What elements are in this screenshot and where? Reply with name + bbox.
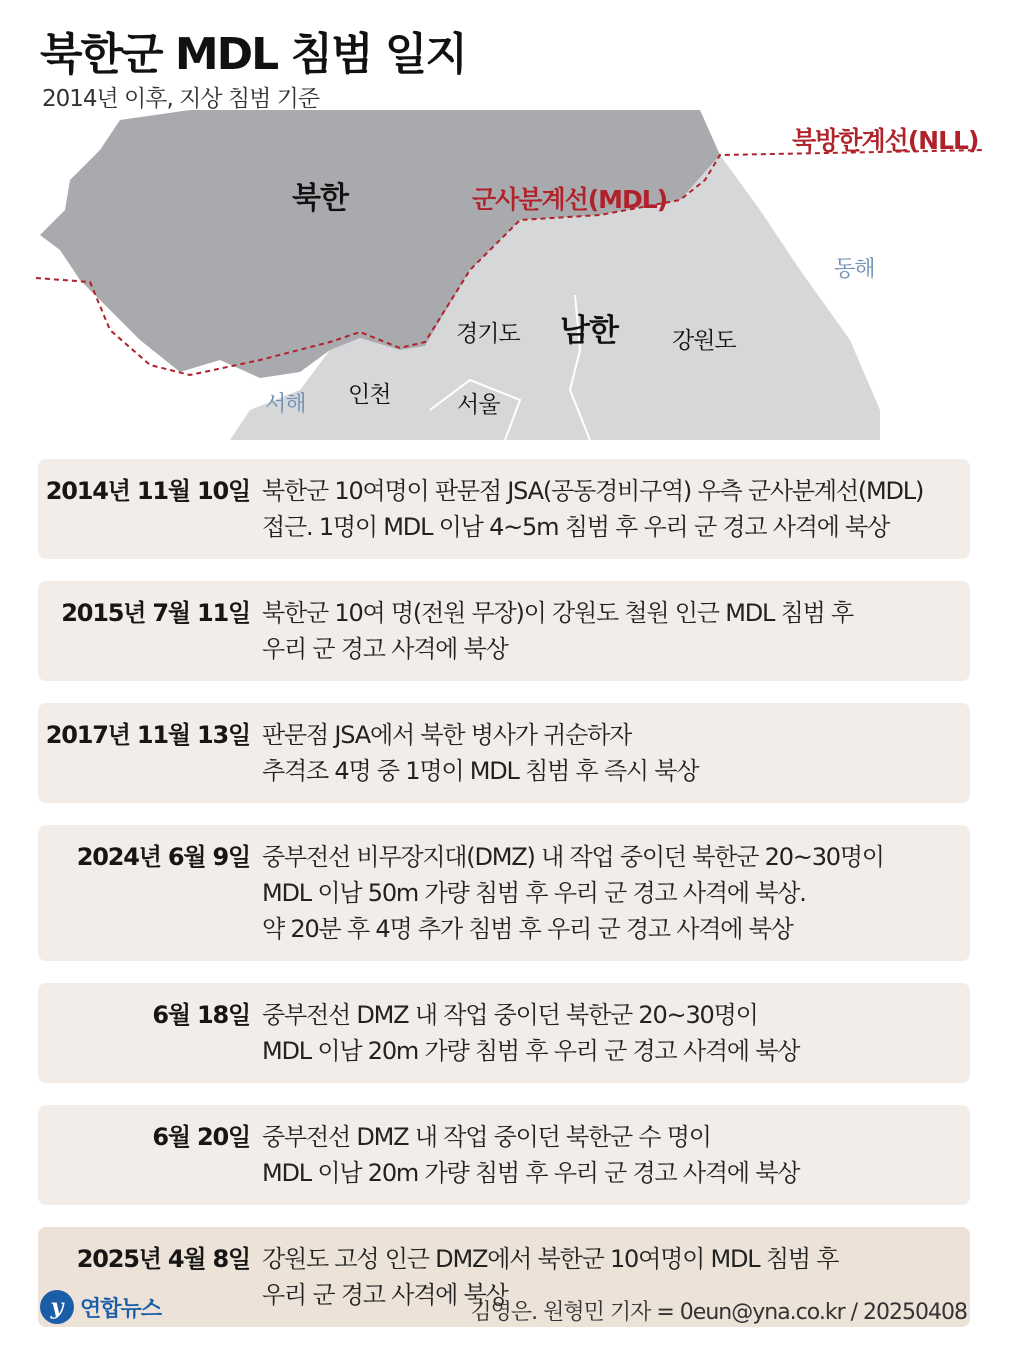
- mdl-label: 군사분계선(MDL): [472, 185, 668, 214]
- event-row: [38, 581, 970, 681]
- event-row: [38, 825, 970, 961]
- event-date: 2025년 4월 8일: [76, 1245, 250, 1273]
- north-korea-label: 북한: [292, 181, 348, 216]
- event-line: MDL 이남 20m 가량 침범 후 우리 군 경고 사격에 북상: [262, 1037, 800, 1065]
- event-description: [262, 839, 884, 947]
- gangwon-label: 강원도: [672, 328, 736, 354]
- event-line: 우리 군 경고 사격에 북상: [262, 635, 508, 663]
- event-description: [262, 473, 923, 545]
- event-line: 판문점 JSA에서 북한 병사가 귀순하자: [262, 721, 632, 749]
- event-timeline: [38, 459, 970, 1349]
- event-line: 추격조 4명 중 1명이 MDL 침범 후 즉시 북상: [262, 757, 699, 785]
- yonhap-logo-icon: y: [40, 1290, 74, 1324]
- event-date: 2017년 11월 13일: [45, 721, 250, 749]
- east-sea-label: 동해: [834, 257, 875, 282]
- event-description: [262, 595, 853, 667]
- event-description: [262, 717, 698, 789]
- event-row: [38, 703, 970, 803]
- event-line: 약 20분 후 4명 추가 침범 후 우리 군 경고 사격에 북상: [262, 915, 793, 943]
- event-line: MDL 이남 50m 가량 침범 후 우리 군 경고 사격에 북상.: [262, 879, 806, 907]
- event-line: 중부전선 DMZ 내 작업 중이던 북한군 수 명이: [262, 1123, 711, 1151]
- event-date: 6월 18일: [152, 1001, 250, 1029]
- event-line: 접근. 1명이 MDL 이남 4~5m 침범 후 우리 군 경고 사격에 북상: [262, 513, 890, 541]
- event-date: 2015년 7월 11일: [61, 599, 250, 627]
- event-line: MDL 이남 20m 가량 침범 후 우리 군 경고 사격에 북상: [262, 1159, 800, 1187]
- nll-label: 북방한계선(NLL): [792, 126, 979, 155]
- gyeonggi-label: 경기도: [456, 321, 520, 347]
- event-line: 북한군 10여 명(전원 무장)이 강원도 철원 인근 MDL 침범 후: [262, 599, 853, 627]
- incheon-label: 인천: [348, 382, 391, 408]
- event-description: [262, 1119, 799, 1191]
- event-line: 중부전선 비무장지대(DMZ) 내 작업 중이던 북한군 20~30명이: [262, 843, 884, 871]
- event-date: 2024년 6월 9일: [76, 843, 250, 871]
- event-row: [38, 1105, 970, 1205]
- event-row: [38, 983, 970, 1083]
- event-date: 2014년 11월 10일: [45, 477, 250, 505]
- page-title: 북한군 MDL 침범 일지: [40, 29, 466, 80]
- event-line: 강원도 고성 인근 DMZ에서 북한군 10여명이 MDL 침범 후: [262, 1245, 839, 1273]
- page-subtitle: 2014년 이후, 지상 침범 기준: [42, 86, 320, 112]
- credit-line: 김영은. 원형민 기자 = 0eun@yna.co.kr / 20250408: [470, 1300, 967, 1325]
- event-description: [262, 997, 799, 1069]
- event-row: [38, 459, 970, 559]
- logo-text: 연합뉴스: [80, 1296, 162, 1322]
- event-line: 우리 군 경고 사격에 북상: [262, 1281, 508, 1309]
- west-sea-label: 서해: [265, 392, 306, 417]
- event-line: 북한군 10여명이 판문점 JSA(공동경비구역) 우측 군사분계선(MDL): [262, 477, 924, 505]
- south-korea-label: 남한: [560, 313, 618, 349]
- publisher-logo: [40, 1290, 161, 1324]
- seoul-label: 서울: [457, 392, 500, 418]
- event-line: 중부전선 DMZ 내 작업 중이던 북한군 20~30명이: [262, 1001, 758, 1029]
- event-date: 6월 20일: [152, 1123, 250, 1151]
- korea-map: [0, 110, 1009, 440]
